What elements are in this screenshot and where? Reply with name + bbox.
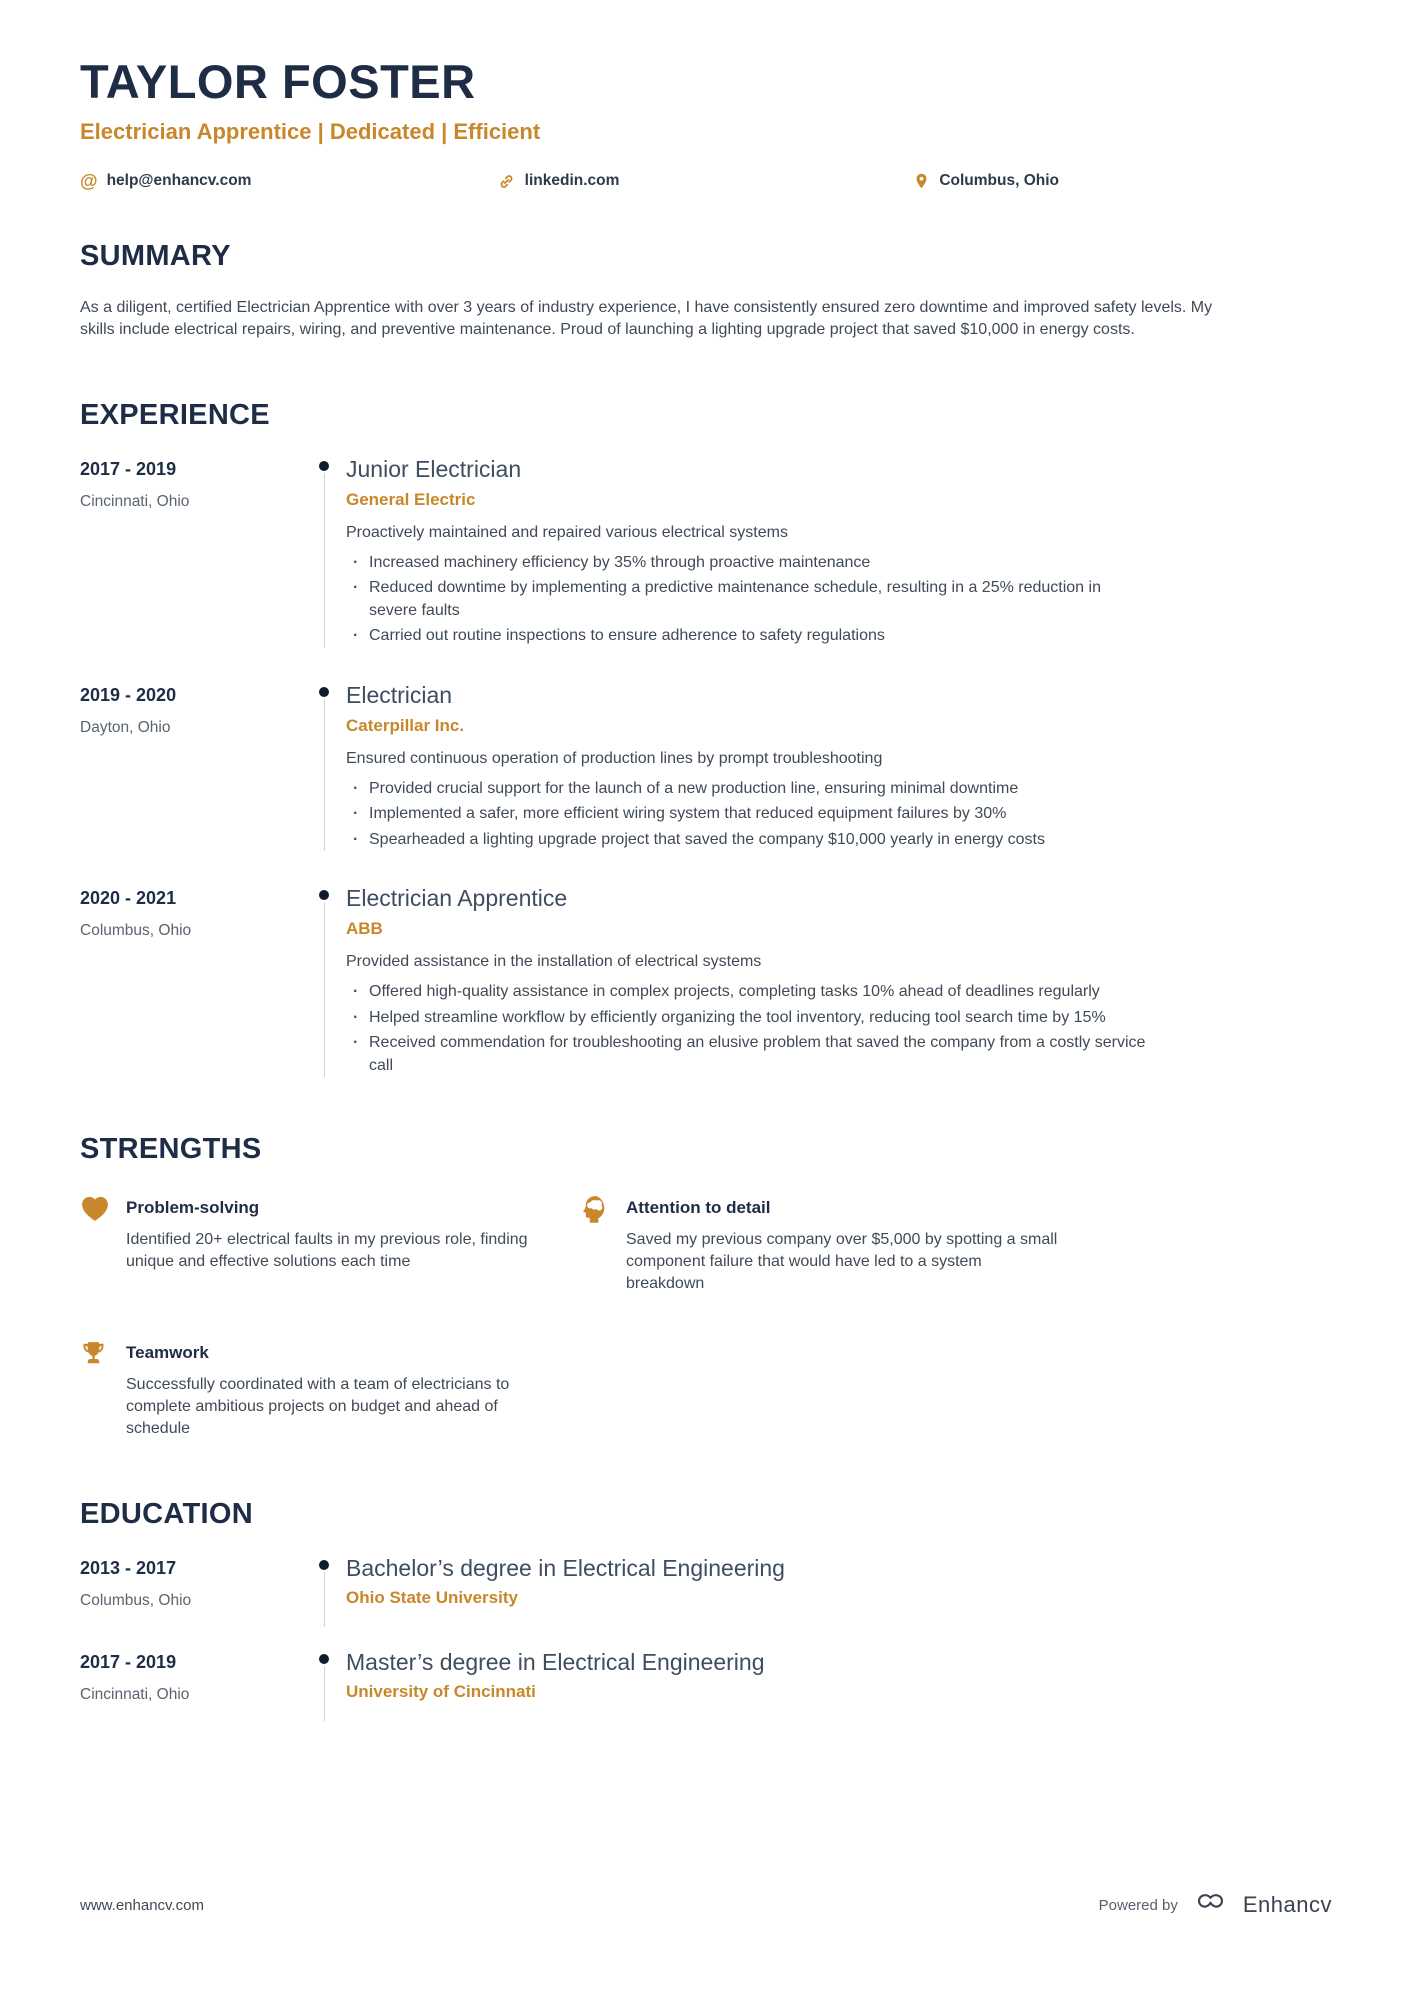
strengths-heading: STRENGTHS xyxy=(80,1133,262,1166)
enhancv-website-link[interactable]: www.enhancv.com xyxy=(80,1896,204,1914)
strength-title: Attention to detail xyxy=(626,1198,771,1218)
timeline xyxy=(302,1649,346,1721)
entry-dates: 2017 - 2019 xyxy=(80,1652,177,1673)
footer xyxy=(80,1891,1332,1919)
location-text: Columbus, Ohio xyxy=(939,172,1060,190)
entry-meta xyxy=(80,885,302,1077)
entry-location: Columbus, Ohio xyxy=(80,1592,192,1610)
bullet-item: · Increased machinery efficiency by 35% through proactive maintenance xyxy=(346,552,1146,575)
entry-content xyxy=(346,456,1330,648)
timeline xyxy=(302,456,346,648)
timeline-line xyxy=(324,1666,325,1721)
job-bullets xyxy=(346,778,1146,852)
job-title: Junior Electrician xyxy=(346,455,522,482)
timeline-line xyxy=(324,902,325,1077)
experience-entries xyxy=(80,456,1330,1078)
timeline xyxy=(302,682,346,852)
strength-body xyxy=(126,1194,580,1295)
timeline-dot xyxy=(319,890,329,900)
bullet-item: · Implemented a safer, more efficient wiring system that reduced equipment failures by 30% xyxy=(346,803,1146,826)
bullet-item: · Provided crucial support for the launch of a new production line, ensuring minimal downtime xyxy=(346,778,1146,801)
location-pin-icon xyxy=(913,171,930,191)
experience-entry xyxy=(80,456,1330,648)
experience-heading: EXPERIENCE xyxy=(80,398,270,431)
entry-content xyxy=(346,1649,1330,1721)
entry-location: Cincinnati, Ohio xyxy=(80,1686,190,1704)
job-description: Proactively maintained and repaired various electrical systems xyxy=(346,523,788,541)
timeline-dot xyxy=(319,1560,329,1570)
entry-location: Dayton, Ohio xyxy=(80,718,171,736)
linkedin-contact[interactable] xyxy=(497,172,914,191)
job-bullets xyxy=(346,981,1146,1077)
link-icon xyxy=(497,172,516,191)
entry-location: Columbus, Ohio xyxy=(80,922,192,940)
entry-meta xyxy=(80,1555,302,1627)
entry-meta xyxy=(80,456,302,648)
brand-wordmark: Enhancv xyxy=(1242,1892,1332,1917)
job-title: Electrician xyxy=(346,681,453,708)
timeline-line xyxy=(324,699,325,852)
job-description: Provided assistance in the installation of electrical systems xyxy=(346,953,762,971)
enhancv-logo-icon xyxy=(1190,1891,1231,1919)
timeline-dot xyxy=(319,687,329,697)
entry-content xyxy=(346,682,1330,852)
degree-title: Master’s degree in Electrical Engineering xyxy=(346,1649,765,1676)
bullet-item: · Offered high-quality assistance in complex projects, completing tasks 10% ahead of deadlines regularly xyxy=(346,981,1146,1004)
strength-title: Teamwork xyxy=(126,1343,209,1363)
head-brain-icon xyxy=(580,1194,626,1295)
summary-heading: SUMMARY xyxy=(80,239,231,272)
timeline xyxy=(302,1555,346,1627)
education-entry xyxy=(80,1649,1330,1721)
strength-description: Identified 20+ electrical faults in my previous role, finding unique and effective solutions each time xyxy=(126,1231,528,1271)
bullet-item: · Carried out routine inspections to ensure adherence to safety regulations xyxy=(346,625,1146,648)
strength-description: Successfully coordinated with a team of electricians to complete ambitious projects on budget and ahead of schedule xyxy=(126,1376,510,1438)
summary-text: As a diligent, certified Electrician Apprentice with over 3 years of industry experience, I have consistently ensured zero downtime and improved safety levels. My skills include electrical repairs, wiring, and preventive maintenance. Proud of launching a lighting upgrade project that saved $10,000 in energy costs. xyxy=(80,298,1213,338)
company-name: General Electric xyxy=(346,489,476,509)
entry-dates: 2017 - 2019 xyxy=(80,458,177,479)
strengths-section xyxy=(80,1133,1330,1440)
experience-section xyxy=(80,399,1330,1078)
job-title: Electrician Apprentice xyxy=(346,885,568,912)
at-icon: @ xyxy=(80,170,98,191)
timeline-line xyxy=(324,1572,325,1627)
timeline-line xyxy=(324,473,325,648)
entry-content xyxy=(346,1555,1330,1627)
experience-entry xyxy=(80,885,1330,1077)
timeline xyxy=(302,885,346,1077)
strength-body xyxy=(126,1339,580,1440)
company-name: Caterpillar Inc. xyxy=(346,715,465,735)
job-bullets xyxy=(346,552,1146,648)
strength-description: Saved my previous company over $5,000 by spotting a small component failure that would have led to a system breakdown xyxy=(626,1231,1058,1293)
bullet-item: · Reduced downtime by implementing a predictive maintenance schedule, resulting in a 25% reduction in severe faults xyxy=(346,577,1146,622)
linkedin-text: linkedin.com xyxy=(524,172,620,190)
job-description: Ensured continuous operation of production lines by prompt troubleshooting xyxy=(346,749,883,767)
headline: Electrician Apprentice | Dedicated | Efficient xyxy=(80,118,541,144)
strength-item xyxy=(80,1339,580,1440)
bullet-item: · Spearheaded a lighting upgrade project that saved the company $10,000 yearly in energy costs xyxy=(346,829,1146,852)
timeline-dot xyxy=(319,1654,329,1664)
trophy-icon xyxy=(80,1339,126,1440)
education-entry xyxy=(80,1555,1330,1627)
powered-by-brand[interactable] xyxy=(1099,1891,1332,1919)
entry-location: Cincinnati, Ohio xyxy=(80,492,190,510)
education-entries xyxy=(80,1555,1330,1721)
summary-section xyxy=(80,240,1330,341)
email-text: help@enhancv.com xyxy=(106,172,252,190)
strength-item xyxy=(80,1194,580,1295)
education-section xyxy=(80,1498,1330,1721)
school-name: Ohio State University xyxy=(346,1588,518,1608)
powered-by-label: Powered by xyxy=(1098,1896,1178,1914)
entry-dates: 2019 - 2020 xyxy=(80,684,177,705)
location-contact xyxy=(913,171,1330,191)
bullet-item: · Received commendation for troubleshooting an elusive problem that saved the company from a costly service call xyxy=(346,1032,1146,1077)
strength-title: Problem-solving xyxy=(126,1198,260,1218)
experience-entry xyxy=(80,682,1330,852)
strength-item xyxy=(580,1194,1330,1295)
contact-row xyxy=(80,171,1330,192)
entry-dates: 2020 - 2021 xyxy=(80,888,177,909)
degree-title: Bachelor’s degree in Electrical Engineering xyxy=(346,1555,785,1582)
entry-dates: 2013 - 2017 xyxy=(80,1558,177,1579)
company-name: ABB xyxy=(346,919,383,939)
strengths-grid xyxy=(80,1194,1330,1440)
strength-body xyxy=(626,1194,1330,1295)
email-contact[interactable] xyxy=(80,171,497,192)
school-name: University of Cincinnati xyxy=(346,1682,536,1702)
entry-content xyxy=(346,885,1330,1077)
entry-meta xyxy=(80,1649,302,1721)
heart-icon xyxy=(80,1194,126,1295)
person-name: TAYLOR FOSTER xyxy=(80,55,476,108)
header xyxy=(80,56,1330,192)
bullet-item: · Helped streamline workflow by efficiently organizing the tool inventory, reducing tool search time by 15% xyxy=(346,1007,1146,1030)
timeline-dot xyxy=(319,461,329,471)
entry-meta xyxy=(80,682,302,852)
education-heading: EDUCATION xyxy=(80,1498,253,1531)
